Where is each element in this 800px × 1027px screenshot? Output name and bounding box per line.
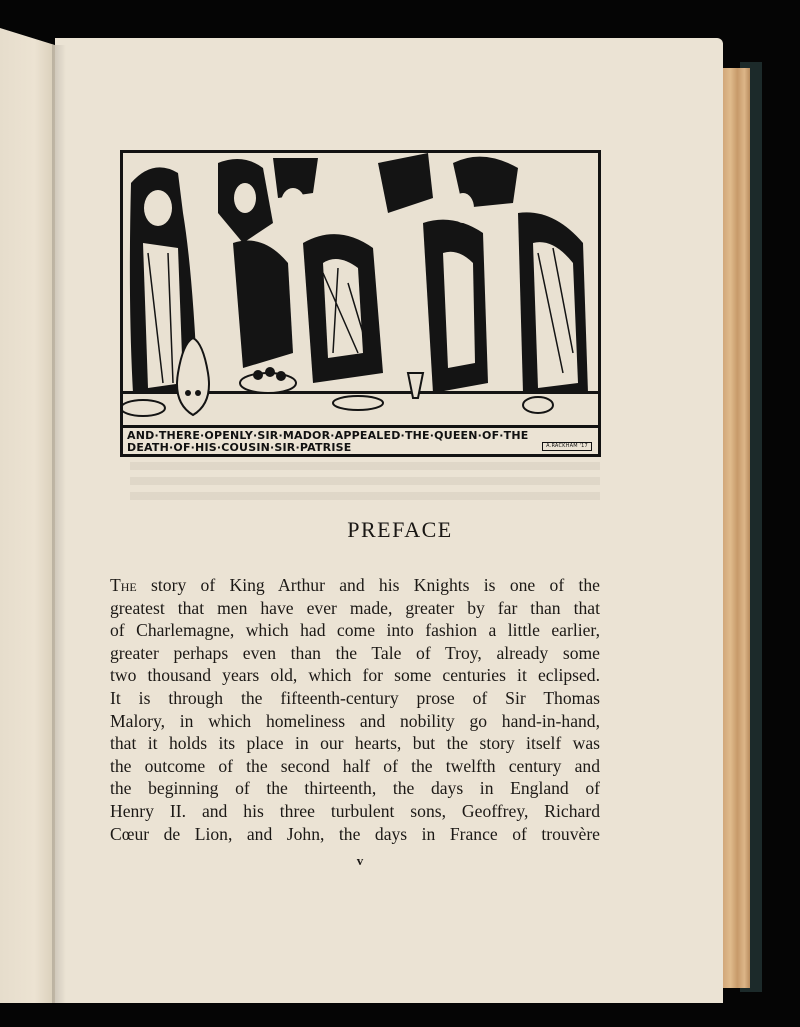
- line-text: story of King Arthur and his Knights is one of the: [136, 575, 600, 595]
- text-line-11: Henry II. and his three turbulent sons, Geoffrey, Richard: [110, 800, 600, 821]
- text-line-7: Malory, in which homeliness and nobility go hand-in-hand,: [110, 710, 600, 731]
- illustration: [120, 150, 601, 457]
- text-line-12: Cœur de Lion, and John, the days in France of trouvère: [110, 823, 600, 844]
- text-line-8: that it holds its place in our hearts, but the story itself was: [110, 733, 600, 754]
- text-line-4: greater perhaps even than the Tale of Troy, already some: [110, 642, 600, 663]
- text-line-3: of Charlemagne, which had come into fashion a little earlier,: [110, 620, 600, 641]
- text-line-5: two thousand years old, which for some centuries it eclipsed.: [110, 665, 600, 686]
- illustration-caption: [123, 425, 598, 454]
- text-line-10: the beginning of the thirteenth, the days in England of: [110, 778, 600, 799]
- page-title: PREFACE: [347, 517, 453, 542]
- text-line-1: [110, 574, 600, 597]
- text-line-6: It is through the fifteenth-century prose of Sir Thomas: [110, 687, 600, 708]
- caption-line-2: DEATH·OF·HIS·COUSIN·SIR·PATRISE: [127, 441, 352, 454]
- artist-signature: A.RACKHAM '17: [542, 442, 592, 451]
- woodcut-figures-image: [123, 153, 598, 425]
- first-word: The: [110, 575, 137, 595]
- page-number: v: [356, 853, 364, 868]
- caption-line-1: AND·THERE·OPENLY·SIR·MADOR·APPEALED·THE·QUEEN·OF·THE: [127, 429, 529, 442]
- text-line-2: greatest that men have ever made, greater by far than that: [110, 597, 600, 618]
- text-line-9: the outcome of the second half of the twelfth century and: [110, 755, 600, 776]
- show-through-text: [130, 462, 600, 507]
- preface-body: [110, 574, 600, 845]
